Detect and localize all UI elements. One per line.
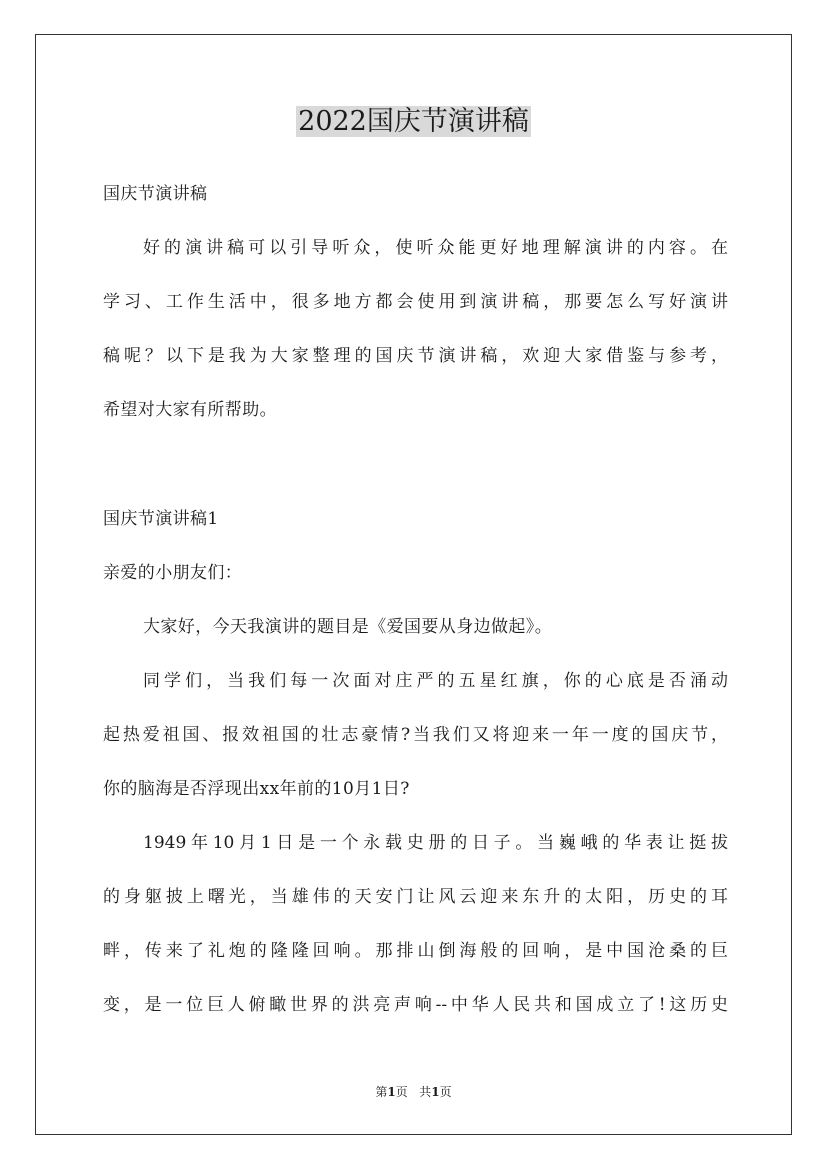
paragraph-line: 学习、工作生活中，很多地方都会使用到演讲稿，那要怎么写好演讲 [103,292,728,312]
paragraph-line: 大家好，今天我演讲的题目是《爱国要从身边做起》。 [143,617,553,637]
paragraph-line: 变，是一位巨人俯瞰世界的洪亮声响--中华人民共和国成立了!这历史 [103,995,728,1015]
paragraph-line: 1949年10月1日是一个永载史册的日子。当巍峨的华表让挺拔 [143,833,728,853]
paragraph-line: 起热爱祖国、报效祖国的壮志豪情?当我们又将迎来一年一度的国庆节， [103,725,728,745]
paragraph-line: 同学们，当我们每一次面对庄严的五星红旗，你的心底是否涌动 [143,671,728,691]
document-title-text: 2022国庆节演讲稿 [298,106,529,137]
paragraph-line: 你的脑海是否浮现出xx年前的10月1日? [103,779,410,799]
salutation: 亲爱的小朋友们： [103,563,243,583]
total-pages: 共1页 [419,1085,452,1099]
paragraph-line: 的身躯披上曙光，当雄伟的天安门让风云迎来东升的太阳，历史的耳 [103,887,728,907]
page-footer [0,1084,827,1100]
paragraph-line: 稿呢？以下是我为大家整理的国庆节演讲稿，欢迎大家借鉴与参考， [103,346,728,366]
paragraph-line: 畔，传来了礼炮的隆隆回响。那排山倒海般的回响，是中国沧桑的巨 [103,941,728,961]
paragraph-line: 好的演讲稿可以引导听众，使听众能更好地理解演讲的内容。在 [143,238,728,258]
page-number: 第1页 [375,1085,408,1099]
section-heading: 国庆节演讲稿 [103,184,208,204]
document-title [0,102,827,142]
paragraph-line: 希望对大家有所帮助。 [103,400,277,420]
section-heading: 国庆节演讲稿1 [103,509,219,529]
